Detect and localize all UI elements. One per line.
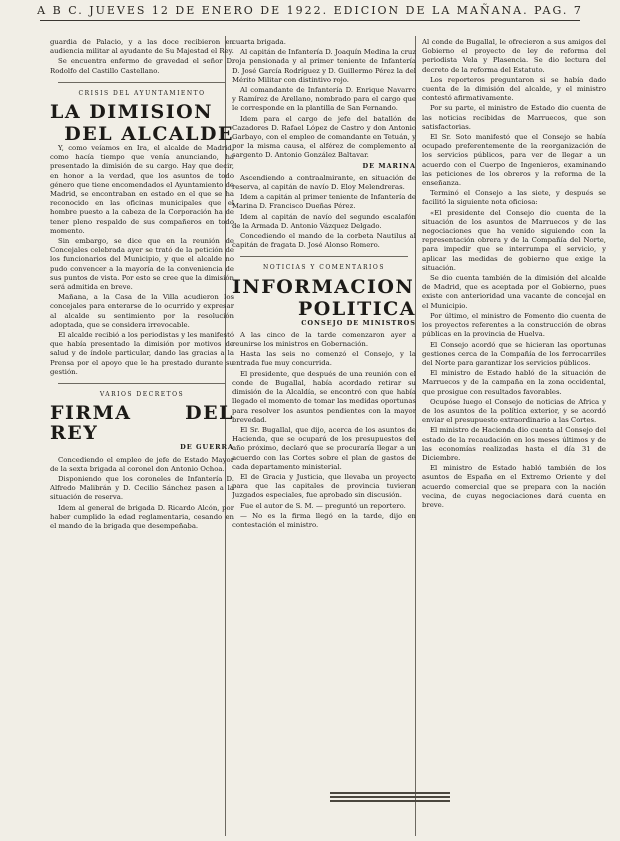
section-kicker: CRISIS DEL AYUNTAMIENTO xyxy=(78,89,206,97)
article-paragraph: Por su parte, el ministro de Estado dio cuenta de las noticias recibidas de Marruecos, que son satisfactorias. xyxy=(422,104,606,131)
article-paragraph: «El presidente del Consejo dio cuenta de la situación de los asuntos de Marruecos y de las negociaciones que ha venido siguiendo con la representación obrera y de la Compañía del Norte, para impedir que se interrumpa el servicio, y aplicar las medidas de gobierno que exige la situación. xyxy=(422,208,606,272)
article-paragraph: Fue el autor de S. M. — preguntó un reportero. xyxy=(240,501,406,510)
subheading: DE GUERRA xyxy=(180,443,234,452)
masthead-rule xyxy=(40,20,580,21)
article-paragraph: Al capitán de Infantería D. Joaquín Medina la cruz roja pensionada y al primer teniente de Infantería D. José García Rodríguez y D. Guillermo Pérez la del Mérito Militar con distintivo rojo. xyxy=(232,48,416,84)
headline: DEL ALCALDE xyxy=(64,123,234,146)
article-paragraph: Concediendo el empleo de jefe de Estado Mayor de la sexta brigada al coronel don Antonio Ochoa. xyxy=(50,455,234,473)
article-paragraph: Al comandante de Infantería D. Enrique Navarro y Ramírez de Arellano, nombrado para el cargo que le corresponde en la plantilla de San Fernando. xyxy=(232,86,416,113)
article-paragraph: Ascendiendo a contraalmirante, en situación de reserva, al capitán de navío D. Eloy Melendreras. xyxy=(232,173,416,192)
ornament-line xyxy=(330,792,450,794)
article-paragraph: El Consejo acordó que se hicieran las oportunas gestiones cerca de la Compañía de los ferrocarriles del Norte para garantizar los servicios públicos. xyxy=(422,340,606,367)
article-paragraph: El de Gracia y Justicia, que llevaba un proyecto para que las capitales de provincia tuvieran Juzgados especiales, fue aprobado sin discusión. xyxy=(232,472,416,500)
article-paragraph: A las cinco de la tarde comenzaron ayer a reunirse los ministros en Gobernación. xyxy=(232,330,416,349)
section-kicker: VARIOS DECRETOS xyxy=(99,391,185,399)
divider xyxy=(58,383,226,384)
masthead-text: A B C. JUEVES 12 DE ENERO DE 1922. EDICION DE LA MAÑANA. PAG. 7 xyxy=(37,4,583,17)
article-paragraph: cuarta brigada. xyxy=(232,38,286,46)
article-paragraph: Al conde de Bugallal, le ofrecieron a sus amigos del Gobierno el proyecto de ley de reforma del periodista Vela y Plasencia. Se dio lectura del decreto de la reforma del Estatuto. xyxy=(422,38,606,74)
article-paragraph: — No es la firma llegó en la tarde, dijo en contestación el ministro. xyxy=(232,511,416,529)
headline: INFORMACION xyxy=(232,275,415,298)
article-paragraph: guardia de Palacio, y a las doce recibieron en audiencia militar al ayudante de Su Majestad el Rey. xyxy=(50,38,234,56)
article-paragraph: Concediendo el mando de la corbeta Nautilus al capitán de fragata D. José Alonso Romero. xyxy=(232,232,416,250)
article-paragraph: El ministro de Hacienda dio cuenta al Consejo del estado de la recaudación en los meses últimos y de las economías realizadas hasta el día 31 de Diciembre. xyxy=(422,426,606,462)
article-paragraph: Idem al general de brigada D. Ricardo Alcón, por haber cumplido la edad reglamentaria, cesando en el mando de la brigada que desempeñaba. xyxy=(50,503,234,530)
column-middle xyxy=(232,38,416,833)
article-paragraph: Por último, el ministro de Fomento dio cuenta de los proyectos referentes a la construcción de obras públicas en la provincia de Huelva. xyxy=(422,311,606,339)
divider xyxy=(58,82,226,83)
masthead xyxy=(0,4,620,26)
article-paragraph: Mañana, a la Casa de la Villa acudieron los concejales para enterarse de lo ocurrido y expresar al alcalde su sentimiento por la resolución adoptada, que se considera irrevocable. xyxy=(50,293,234,329)
article-paragraph: Hasta las seis no comenzó el Consejo, y la entrada fue muy concurrida. xyxy=(232,350,416,368)
article-paragraph: Idem al capitán de navío del segundo escalafón de la Armada D. Antonio Vázquez Delgado. xyxy=(232,212,416,230)
article-paragraph: Idem para el cargo de jefe del batallón de Cazadores D. Rafael López de Castro y don Antonio Garbayo, con el empleo de comandante en Tetuán, y por la misma causa, el alférez de complemento al sargento D. Antonio González Baltavar. xyxy=(232,114,416,160)
section-kicker: NOTICIAS Y COMENTARIOS xyxy=(263,264,385,272)
article-paragraph: El Sr. Soto manifestó que el Consejo se había ocupado preferentemente de la reorganización de los servicios públicos, para ver de llegar a un acuerdo con el Cuerpo de Ingenieros, examinando las peticiones de los obreros y la reforma de la enseñanza. xyxy=(422,133,606,188)
article-paragraph: Ocupóse luego el Consejo de noticias de Africa y de los asuntos de la política exterior, y se acordó enviar el presupuesto extraordinario a las Cortes. xyxy=(422,397,606,425)
article-paragraph: Idem a capitán al primer teniente de Infantería de Marina D. Francisco Dueñas Pérez. xyxy=(232,193,416,211)
ornament-line xyxy=(330,796,450,798)
ornament-line xyxy=(330,800,450,802)
article-paragraph: El alcalde recibió a los periodistas y les manifestó que había presentado la dimisión por motivos de salud y de índole particular, dando las gracias a la Prensa por el apoyo que le ha prestado durante su gestión. xyxy=(50,331,234,376)
bottom-ornament xyxy=(330,790,450,812)
headline: FIRMA DEL REY xyxy=(50,402,234,445)
column-right xyxy=(422,38,606,833)
article-paragraph: Los reporteros preguntaron si se había dado cuenta de la dimisión del alcalde, y el ministro contestó afirmativamente. xyxy=(422,75,606,103)
article-paragraph: Y, como veíamos en Ira, el alcalde de Madrid, como hacía tiempo que venía anunciando, ha presentado la dimisión de su cargo. Hay que decir, en honor a la verdad, que los asuntos de todo género que tiene encomendados el Ayuntamiento de Madrid, se encontraban en estado en el que se ha reconocido en las oficinas municipales que el hombre puesto a la cabeza de la Corporación ha de tener pleno respaldo de sus compañeros en todo momento. xyxy=(50,144,234,235)
article-paragraph: El Sr. Bugallal, que dijo, acerca de los asuntos de Hacienda, que se ocupará de los presupuestos del año próximo, declaró que se procuraría llegar a un acuerdo con las Cortes sobre el plan de gastos de cada departamento ministerial. xyxy=(232,425,416,471)
article-paragraph: Se dio cuenta también de la dimisión del alcalde de Madrid, que es aceptada por el Gobierno, pues existe con anterioridad una vacante de concejal en el Municipio. xyxy=(422,274,606,310)
divider xyxy=(240,256,408,257)
article-paragraph: Disponiendo que los coroneles de Infantería D. Alfredo Malibrán y D. Cecilio Sánchez pasen a la situación de reserva. xyxy=(50,474,234,502)
article-paragraph: Se encuentra enfermo de gravedad el señor D. Rodolfo del Castillo Castellano. xyxy=(50,57,234,75)
subheading: DE MARINA xyxy=(362,161,416,170)
article-paragraph: El ministro de Estado habló de la situación de Marruecos y de la campaña en la zona occidental, que prosigue con resultados favorables. xyxy=(422,369,606,396)
article-paragraph: El ministro de Estado habló también de los asuntos de España en el Extremo Oriente y del acuerdo comercial que se prepara con la nación vecina, de cuyas negociaciones dará cuenta en breve. xyxy=(422,464,606,509)
column-left xyxy=(50,38,234,833)
subheading: CONSEJO DE MINISTROS xyxy=(301,318,416,327)
article-paragraph: Terminó el Consejo a las siete, y después se facilitó la siguiente nota oficiosa: xyxy=(422,189,606,207)
article-paragraph: El presidente, que después de una reunión con el conde de Bugallal, había acordado retirar su dimisión de la Alcaldía, se encontró con que había llegado el momento de tomar las medidas oportunas para resolver los asuntos pendientes con la mayor brevedad. xyxy=(232,369,416,424)
article-paragraph: Sin embargo, se dice que en la reunión de Concejales celebrada ayer se trató de la petición de los funcionarios del Municipio, y que el alcalde no pudo convencer a la mayoría de la conveniencia de sus puntos de vista. Por esto se cree que la dimisión será admitida en breve. xyxy=(50,237,234,292)
headline: LA DIMISION xyxy=(50,101,214,124)
headline: POLITICA xyxy=(298,297,416,320)
